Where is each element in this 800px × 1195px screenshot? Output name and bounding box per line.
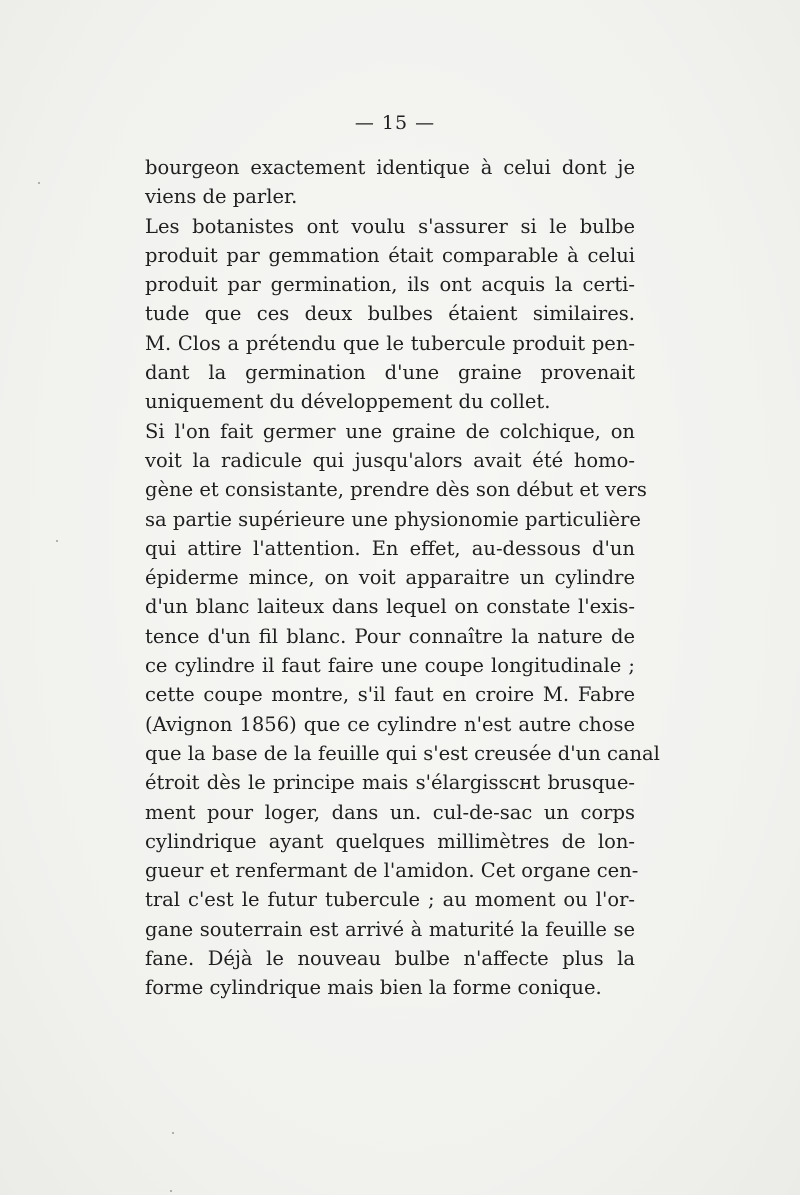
text-line: M. Clos a prétendu que le tubercule produit pen- xyxy=(145,331,635,355)
text-line: gueur et renfermant de l'amidon. Cet organe cen- xyxy=(145,859,639,883)
text-line: forme cylindrique mais bien la forme conique. xyxy=(145,976,602,1000)
text-line: qui attire l'attention. En effet, au-dessous d'un xyxy=(145,536,635,560)
text-line: produit par germination, ils ont acquis la certi- xyxy=(145,273,635,297)
text-line: produit par gemmation était comparable à celui xyxy=(145,243,635,267)
body-text xyxy=(145,153,660,1003)
text-line: cette coupe montre, s'il faut en croire M. Fabre xyxy=(145,683,635,707)
text-line: voit la radicule qui jusqu'alors avait été homo- xyxy=(145,448,635,472)
text-line: tral c'est le futur tubercule ; au moment ou l'or- xyxy=(145,888,635,912)
text-line: sa partie supérieure une physionomie particulière xyxy=(145,507,641,531)
scan-speck xyxy=(170,1190,172,1192)
text-line: gane souterrain est arrivé à maturité la feuille se xyxy=(145,917,635,941)
text-line: viens de parler. xyxy=(145,185,298,209)
text-line: d'un blanc laiteux dans lequel on constate l'exis- xyxy=(145,595,635,619)
text-line: uniquement du développement du collet. xyxy=(145,390,551,414)
text-line: ment pour loger, dans un. cul-de-sac un corps xyxy=(145,800,635,824)
text-line: épiderme mince, on voit apparaitre un cylindre xyxy=(145,566,635,590)
text-line: Si l'on fait germer une graine de colchique, on xyxy=(145,419,635,443)
text-line: tude que ces deux bulbes étaient similaires. xyxy=(145,302,635,326)
scan-speck xyxy=(172,1132,174,1134)
scan-speck xyxy=(56,540,58,542)
text-line: bourgeon exactement identique à celui dont je xyxy=(145,156,635,179)
text-line: Les botanistes ont voulu s'assurer si le bulbe xyxy=(145,214,635,238)
text-line: cylindrique ayant quelques millimètres de lon- xyxy=(145,829,635,853)
text-line: dant la germination d'une graine provenait xyxy=(145,361,635,385)
text-line: ce cylindre il faut faire une coupe longitudinale ; xyxy=(145,654,635,678)
text-line: (Avignon 1856) que ce cylindre n'est autre chose xyxy=(145,712,635,736)
scan-speck xyxy=(38,182,40,184)
text-line: tence d'un fil blanc. Pour connaître la nature de xyxy=(145,624,635,648)
text-line: fane. Déjà le nouveau bulbe n'affecte plus la xyxy=(145,947,635,971)
text-line: gène et consistante, prendre dès son début et vers xyxy=(145,478,647,502)
text-line: que la base de la feuille qui s'est creusée d'un canal xyxy=(145,741,660,765)
text-line: étroit dès le principe mais s'élargissснt brusque- xyxy=(145,771,635,795)
page-number: — 15 — xyxy=(354,112,436,134)
